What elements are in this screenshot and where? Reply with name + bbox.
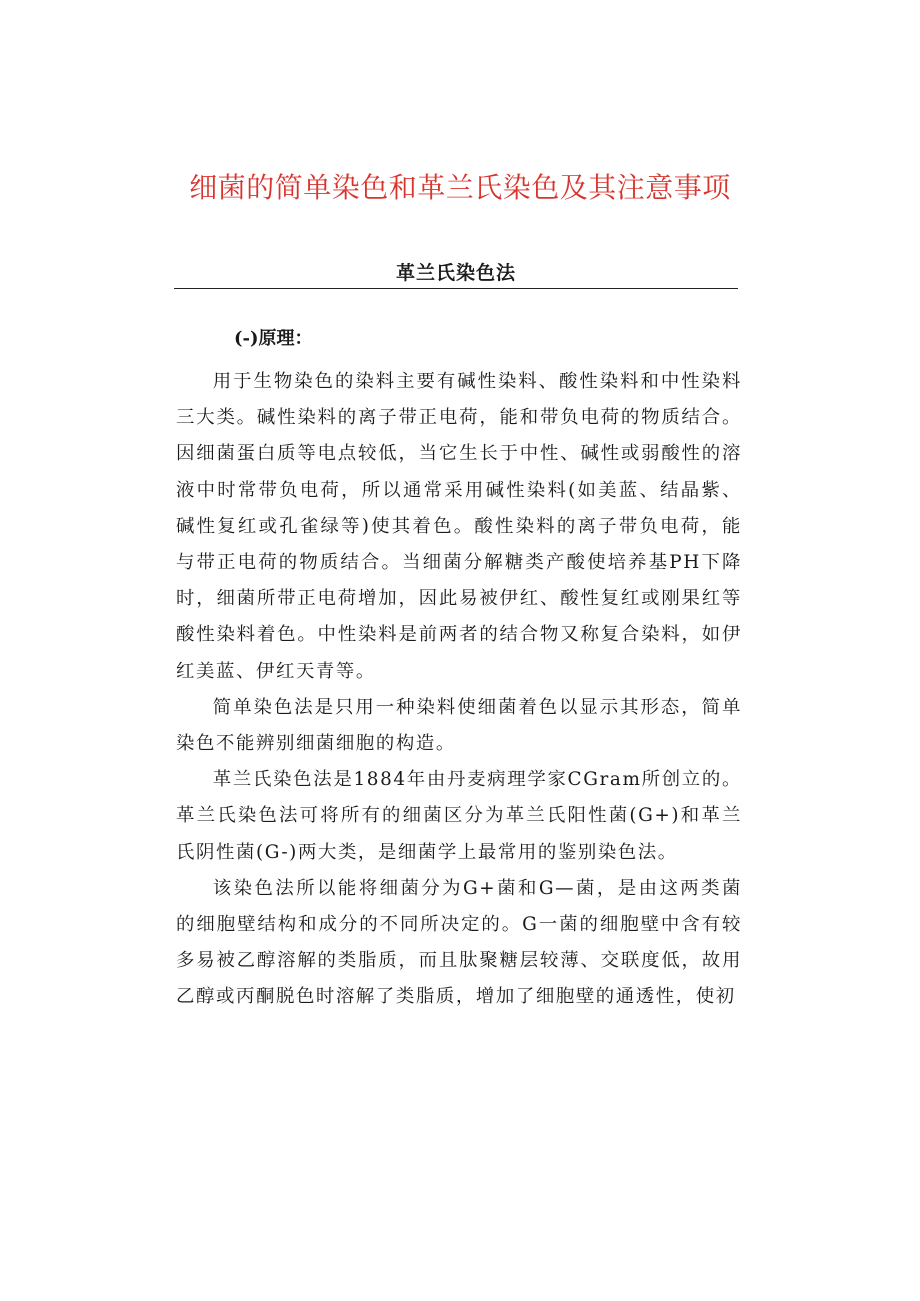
section-heading: 革兰氏染色法 <box>395 262 516 284</box>
paragraph-dyes: 用于生物染色的染料主要有碱性染料、酸性染料和中性染料三大类。碱性染料的离子带正电荷，能和带负电荷的物质结合。因细菌蛋白质等电点较低，当它生长于中性、碱性或弱酸性的溶液中时常带负电荷，所以通常采用碱性染料(如美蓝、结晶紫、碱性复红或孔雀绿等)使其着色。酸性染料的离子带负电荷，能与带正电荷的物质结合。当细菌分解糖类产酸使培养基PH下降时，细菌所带正电荷增加，因此易被伊红、酸性复红或刚果红等酸性染料着色。中性染料是前两者的结合物又称复合染料，如伊红美蓝、伊红天青等。 <box>176 371 742 682</box>
body-text <box>176 364 742 1016</box>
document-title: 细菌的简单染色和革兰氏染色及其注意事项 <box>189 171 731 204</box>
paragraph-mechanism: 该染色法所以能将细菌分为G+菌和G—菌，是由这两类菌的细胞壁结构和成分的不同所决定的。G一菌的细胞壁中含有较多易被乙醇溶解的类脂质，而且肽聚糖层较薄、交联度低，故用乙醇或丙酮脱色时溶解了类脂质，增加了细胞壁的通透性，使初 <box>176 877 742 1008</box>
paragraph-gram-stain: 革兰氏染色法是1884年由丹麦病理学家CGram所创立的。革兰氏染色法可将所有的细菌区分为革兰氏阳性菌(G+)和革兰氏阴性菌(G-)两大类，是细菌学上最常用的鉴别染色法。 <box>176 769 742 863</box>
heading-divider <box>174 288 738 289</box>
paragraph-simple-stain: 简单染色法是只用一种染料使细菌着色以显示其形态，简单染色不能辨别细菌细胞的构造。 <box>176 696 742 755</box>
subheading-principle: (-)原理： <box>234 328 313 349</box>
